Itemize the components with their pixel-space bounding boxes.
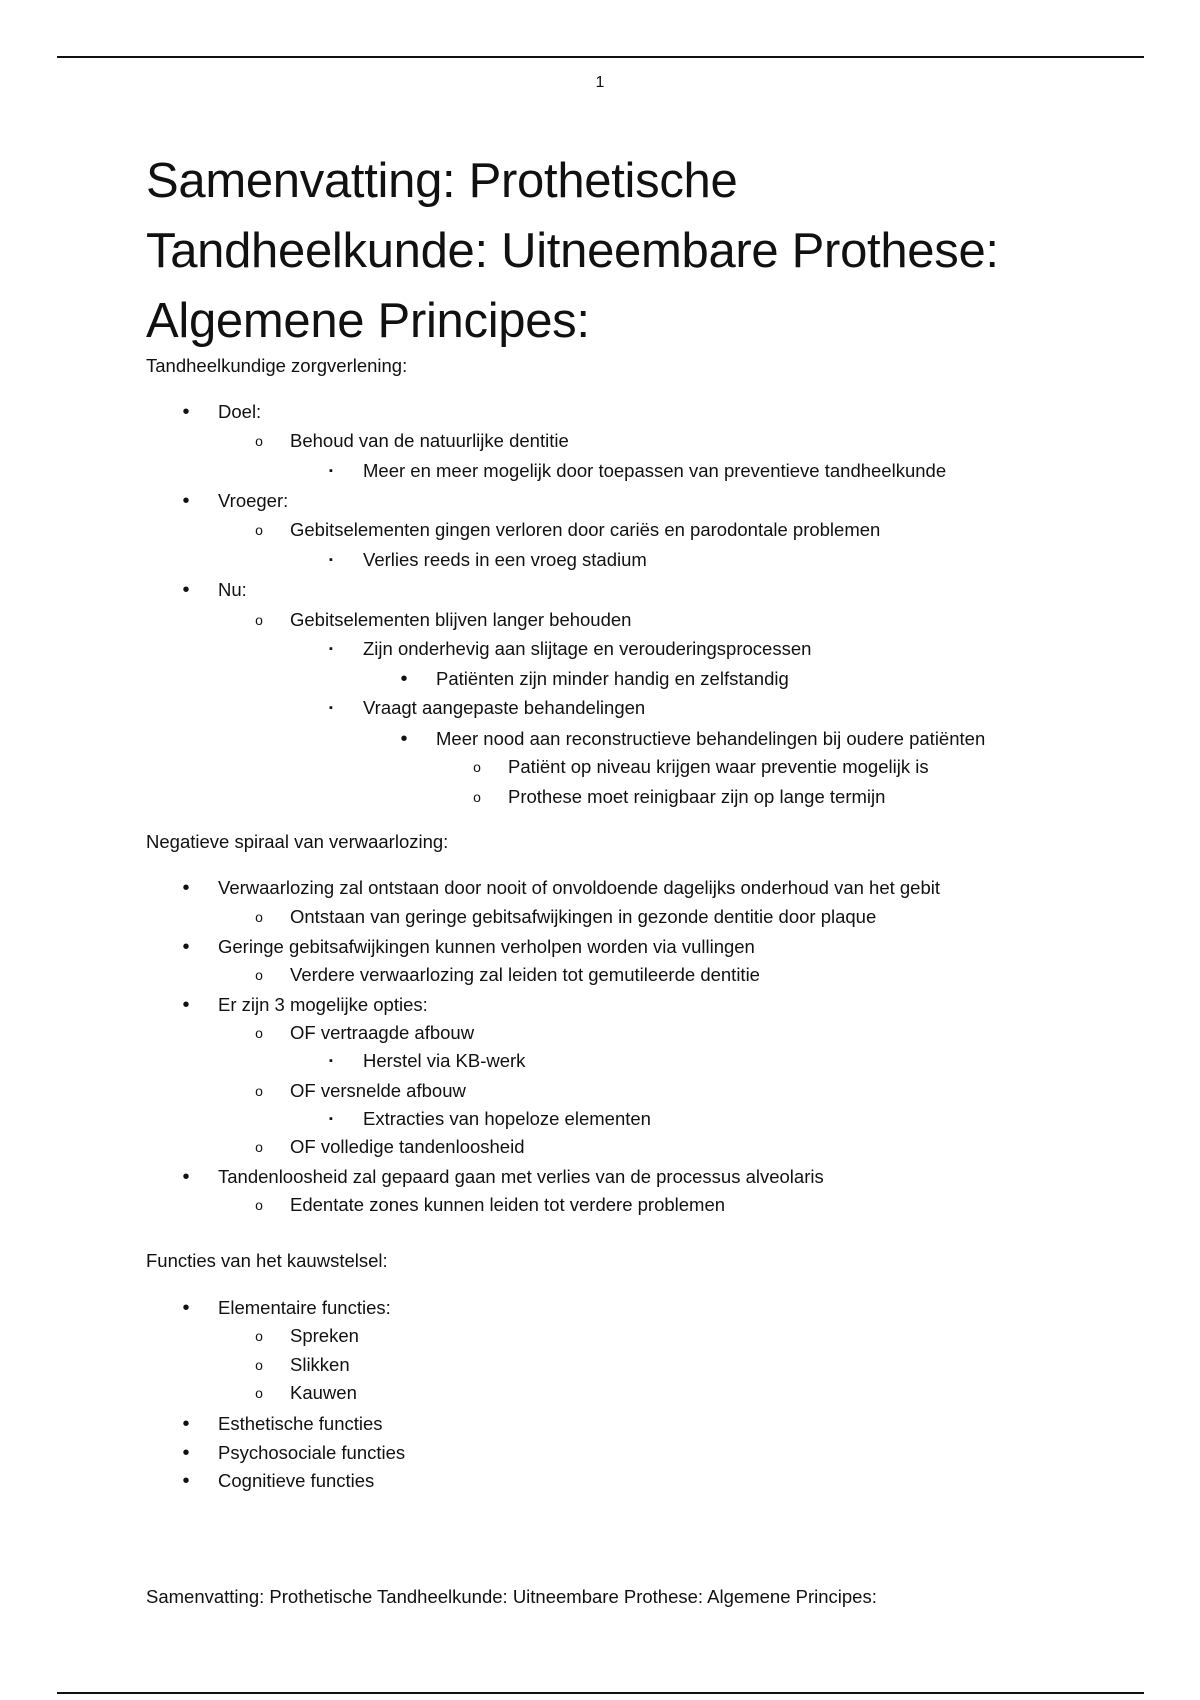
list-item-text: Tandenloosheid zal gepaard gaan met verlies van de processus alveolaris <box>218 1166 824 1187</box>
list-item-text: Kauwen <box>290 1382 357 1403</box>
list-item-text: Nu: <box>218 579 247 600</box>
list-item-text: Herstel via KB-werk <box>363 1050 526 1071</box>
bullet-marker: ▪ <box>329 1055 333 1067</box>
list-item-text: Meer nood aan reconstructieve behandelingen bij oudere patiënten <box>436 728 986 749</box>
bullet-marker: ▪ <box>329 702 333 714</box>
list-item-text: Ontstaan van geringe gebitsafwijkingen in gezonde dentitie door plaque <box>290 906 877 927</box>
bullet-marker: • <box>400 668 408 690</box>
bullet-marker: • <box>182 1442 190 1464</box>
bullet-marker: o <box>255 522 263 538</box>
bullet-marker: • <box>400 728 408 750</box>
list-item-text: Prothese moet reinigbaar zijn op lange termijn <box>508 786 886 807</box>
bullet-marker: o <box>255 909 263 925</box>
bullet-marker: • <box>182 1297 190 1319</box>
list-item-text: Verlies reeds in een vroeg stadium <box>363 549 647 570</box>
list-item-text: Gebitselementen gingen verloren door cariës en parodontale problemen <box>290 519 881 540</box>
section-heading: Tandheelkundige zorgverlening: <box>146 355 408 376</box>
bullet-marker: o <box>473 759 481 775</box>
title-line: Algemene Principes: <box>146 294 590 348</box>
bullet-marker: • <box>182 490 190 512</box>
list-item-text: Spreken <box>290 1325 359 1346</box>
section-heading: Functies van het kauwstelsel: <box>146 1250 388 1271</box>
list-item-text: Verwaarlozing zal ontstaan door nooit of onvoldoende dagelijks onderhoud van het gebit <box>218 877 941 898</box>
footer-rule <box>57 1692 1144 1694</box>
section-heading: Negatieve spiraal van verwaarlozing: <box>146 831 449 852</box>
bullet-marker: o <box>255 1197 263 1213</box>
bullet-marker: o <box>255 433 263 449</box>
bullet-marker: • <box>182 1413 190 1435</box>
bullet-marker: • <box>182 579 190 601</box>
list-item-text: Extracties van hopeloze elementen <box>363 1108 651 1129</box>
list-item-text: Gebitselementen blijven langer behouden <box>290 609 632 630</box>
bullet-marker: • <box>182 401 190 423</box>
list-item-text: Verdere verwaarlozing zal leiden tot gemutileerde dentitie <box>290 964 760 985</box>
bullet-marker: • <box>182 936 190 958</box>
list-item-text: Zijn onderhevig aan slijtage en verouderingsprocessen <box>363 638 812 659</box>
bullet-marker: o <box>255 1328 263 1344</box>
list-item-text: Edentate zones kunnen leiden tot verdere problemen <box>290 1194 726 1215</box>
list-item-text: OF versnelde afbouw <box>290 1080 466 1101</box>
bullet-marker: o <box>255 612 263 628</box>
list-item-text: OF vertraagde afbouw <box>290 1022 475 1043</box>
bullet-marker: o <box>255 1385 263 1401</box>
bullet-marker: • <box>182 877 190 899</box>
list-item-text: Vroeger: <box>218 490 289 511</box>
footer-text: Samenvatting: Prothetische Tandheelkunde: Uitneembare Prothese: Algemene Principes: <box>146 1586 877 1607</box>
list-item-text: Esthetische functies <box>218 1413 383 1434</box>
bullet-marker: • <box>182 994 190 1016</box>
list-item-text: Er zijn 3 mogelijke opties: <box>218 994 428 1015</box>
bullet-marker: o <box>255 1025 263 1041</box>
header-rule <box>57 56 1144 58</box>
list-item-text: Behoud van de natuurlijke dentitie <box>290 430 569 451</box>
bullet-marker: ▪ <box>329 465 333 477</box>
list-item-text: Meer en meer mogelijk door toepassen van preventieve tandheelkunde <box>363 460 947 481</box>
list-item-text: Geringe gebitsafwijkingen kunnen verholpen worden via vullingen <box>218 936 755 957</box>
bullet-marker: o <box>255 1083 263 1099</box>
list-item-text: Elementaire functies: <box>218 1297 391 1318</box>
list-item-text: Cognitieve functies <box>218 1470 375 1491</box>
list-item-text: Patiënt op niveau krijgen waar preventie mogelijk is <box>508 756 929 777</box>
list-item-text: Slikken <box>290 1354 350 1375</box>
bullet-marker: ▪ <box>329 643 333 655</box>
list-item-text: Doel: <box>218 401 262 422</box>
bullet-marker: o <box>255 1357 263 1373</box>
title-line: Tandheelkunde: Uitneembare Prothese: <box>146 224 999 278</box>
list-item-text: Psychosociale functies <box>218 1442 406 1463</box>
bullet-marker: • <box>182 1166 190 1188</box>
bullet-marker: ▪ <box>329 1113 333 1125</box>
list-item-text: OF volledige tandenloosheid <box>290 1136 525 1157</box>
bullet-marker: o <box>255 1139 263 1155</box>
list-item-text: Patiënten zijn minder handig en zelfstandig <box>436 668 789 689</box>
title-line: Samenvatting: Prothetische <box>146 154 738 208</box>
bullet-marker: o <box>255 967 263 983</box>
document-title <box>146 146 1126 356</box>
bullet-marker: • <box>182 1470 190 1492</box>
bullet-marker: o <box>473 789 481 805</box>
bullet-marker: ▪ <box>329 554 333 566</box>
list-item-text: Vraagt aangepaste behandelingen <box>363 697 646 718</box>
page-number: 1 <box>595 74 605 91</box>
